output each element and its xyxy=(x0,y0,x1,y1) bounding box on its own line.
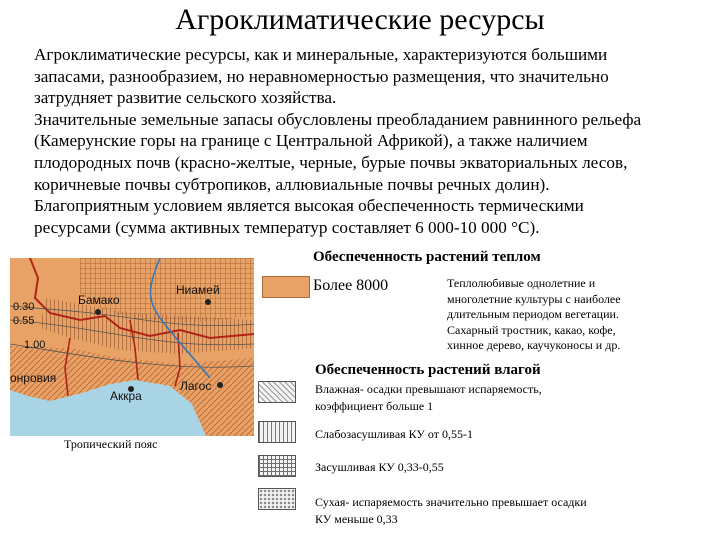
intro-line: Агроклиматические ресурсы, как и минеральные, характеризуются большими xyxy=(34,45,608,64)
city-marker xyxy=(217,382,223,388)
heat-description xyxy=(447,276,621,354)
heat-description-line: хинное дерево, каучуконосы и др. xyxy=(447,338,621,353)
map-label-city: Бамако xyxy=(78,293,120,307)
intro-line: запасами, разнообразием, но неравномерностью размещения, что значительно xyxy=(34,66,609,86)
moisture-item-line: коэффициент больше 1 xyxy=(315,399,434,413)
map-label-isoline: 0.55 xyxy=(13,315,35,327)
moisture-heading: Обеспеченность растений влагой xyxy=(315,362,541,378)
west-africa-map xyxy=(10,258,254,436)
map-label-isoline: 0.30 xyxy=(13,301,35,313)
moisture-item-line: Влажная- осадки превышают испаряемость, xyxy=(315,382,542,396)
heat-description-line: Сахарный тростник, какао, кофе, xyxy=(447,322,616,337)
moisture-swatch-semi-arid xyxy=(258,421,296,443)
heat-swatch xyxy=(262,276,310,298)
moisture-item-line: Слабозасушливая КУ от 0,55-1 xyxy=(315,427,474,441)
moisture-swatch-dry xyxy=(258,488,296,510)
moisture-item-arid xyxy=(315,459,444,476)
moisture-swatch-arid xyxy=(258,455,296,477)
heat-description-line: длительным периодом вегетации. xyxy=(447,307,619,322)
map-label-city: Лагос xyxy=(180,379,212,393)
heat-description-line: Теплолюбивые однолетние и xyxy=(447,276,596,290)
intro-line: ресурсами (сумма активных температур составляет 6 000-10 000 °С). xyxy=(34,217,540,237)
city-marker xyxy=(205,299,211,305)
moisture-item-line: Засушливая КУ 0,33-0,55 xyxy=(315,460,444,474)
heat-description-line: многолетние культуры с наиболее xyxy=(447,291,621,306)
heat-range: Более 8000 xyxy=(313,277,389,294)
moisture-item-line: Сухая- испаряемость значительно превышает осадки xyxy=(315,495,587,509)
moisture-item-line: КУ меньше 0,33 xyxy=(315,512,398,526)
map-label-city: Ниамей xyxy=(176,283,220,297)
moisture-item-dry xyxy=(315,494,587,528)
map-caption: Тропический пояс xyxy=(64,437,158,451)
intro-line: плодородных почв (красно-желтые, черные, бурые почвы экваториальных лесов, xyxy=(34,152,628,172)
moisture-swatch-humid xyxy=(258,381,296,403)
intro-line: затрудняет развитие сельского хозяйства. xyxy=(34,88,337,108)
moisture-item-semi-arid xyxy=(315,426,473,443)
intro-text xyxy=(34,44,704,238)
map-label-city: Аккра xyxy=(110,389,142,403)
intro-line: Благоприятным условием является высокая обеспеченность термическими xyxy=(34,196,584,216)
intro-line: Значительные земельные запасы обусловлены преобладанием равнинного рельефа xyxy=(34,109,642,129)
city-marker xyxy=(95,309,101,315)
intro-line: (Камерунские горы на границе с Центральной Африкой), а также наличием xyxy=(34,131,588,151)
page-title: Агроклиматические ресурсы xyxy=(175,3,545,36)
moisture-item-humid xyxy=(315,381,542,415)
heat-heading: Обеспеченность растений теплом xyxy=(313,249,541,265)
intro-line: коричневые почвы субтропиков, аллювиальные почвы речных долин). xyxy=(34,174,550,194)
map-label-isoline: 1.00 xyxy=(24,339,46,351)
map-label-place: онровия xyxy=(10,371,57,385)
